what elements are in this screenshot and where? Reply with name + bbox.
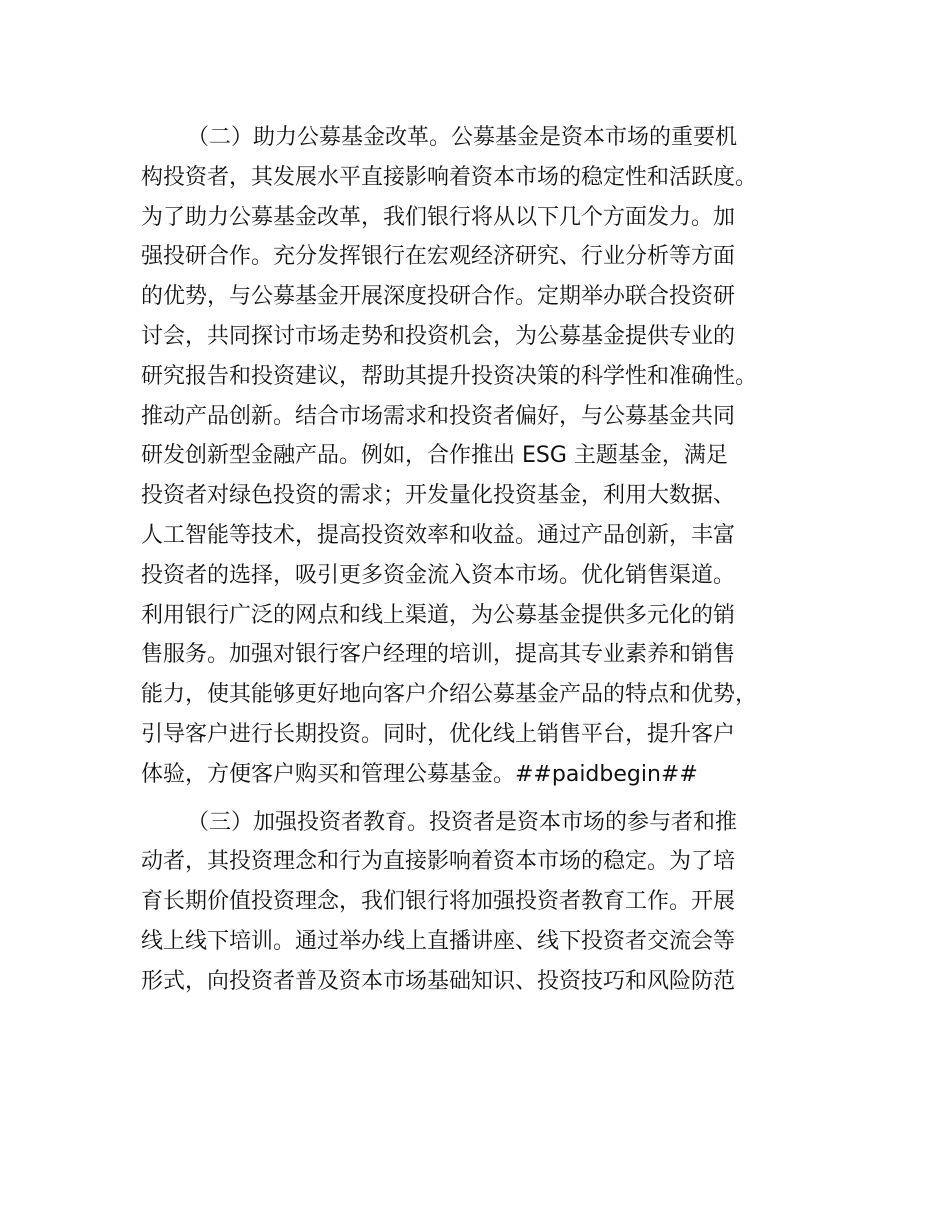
text-line: 动者，其投资理念和行为直接影响着资本市场的稳定。为了培 — [141, 849, 736, 875]
text-line: 育长期价值投资理念，我们银行将加强投资者教育工作。开展 — [141, 889, 736, 915]
text-line: 投资者对绿色投资的需求；开发量化投资基金，利用大数据、 — [141, 483, 736, 509]
text-line: （三）加强投资者教育。投资者是资本市场的参与者和推 — [187, 809, 738, 835]
text-line: （二）助力公募基金改革。公募基金是资本市场的重要机 — [187, 125, 738, 150]
text-line: 体验，方便客户购买和管理公募基金。##paidbegin## — [141, 761, 698, 787]
text-line: 强投研合作。充分发挥银行在宏观经济研究、行业分析等方面 — [141, 244, 736, 270]
text-line: 能力，使其能够更好地向客户介绍公募基金产品的特点和优势， — [141, 682, 758, 708]
text-line: 为了助力公募基金改革，我们银行将从以下几个方面发力。加 — [141, 204, 736, 230]
text-line: 构投资者，其发展水平直接影响着资本市场的稳定性和活跃度。 — [141, 164, 758, 190]
text-line: 推动产品创新。结合市场需求和投资者偏好，与公募基金共同 — [141, 403, 736, 429]
text-line: 利用银行广泛的网点和线上渠道，为公募基金提供多元化的销 — [141, 602, 736, 628]
paragraph-spacer — [141, 795, 841, 803]
text-line: 研究报告和投资建议，帮助其提升投资决策的科学性和准确性。 — [141, 363, 758, 389]
text-line: 人工智能等技术，提高投资效率和收益。通过产品创新，丰富 — [141, 522, 736, 548]
text-line: 线上线下培训。通过举办线上直播讲座、线下投资者交流会等 — [141, 928, 736, 954]
paragraph-public-fund-reform — [141, 118, 841, 795]
document-body — [141, 118, 841, 1002]
text-line: 投资者的选择，吸引更多资金流入资本市场。优化销售渠道。 — [141, 562, 736, 588]
text-line: 引导客户进行长期投资。同时，优化线上销售平台，提升客户 — [141, 721, 736, 747]
text-line: 的优势，与公募基金开展深度投研合作。定期举办联合投资研 — [141, 284, 736, 310]
text-line: 研发创新型金融产品。例如，合作推出 ESG 主题基金，满足 — [141, 443, 728, 469]
text-line: 讨会，共同探讨市场走势和投资机会，为公募基金提供专业的 — [141, 323, 736, 349]
text-line: 形式，向投资者普及资本市场基础知识、投资技巧和风险防范 — [141, 968, 736, 994]
text-line: 售服务。加强对银行客户经理的培训，提高其专业素养和销售 — [141, 642, 736, 668]
paragraph-investor-education — [141, 803, 841, 1002]
